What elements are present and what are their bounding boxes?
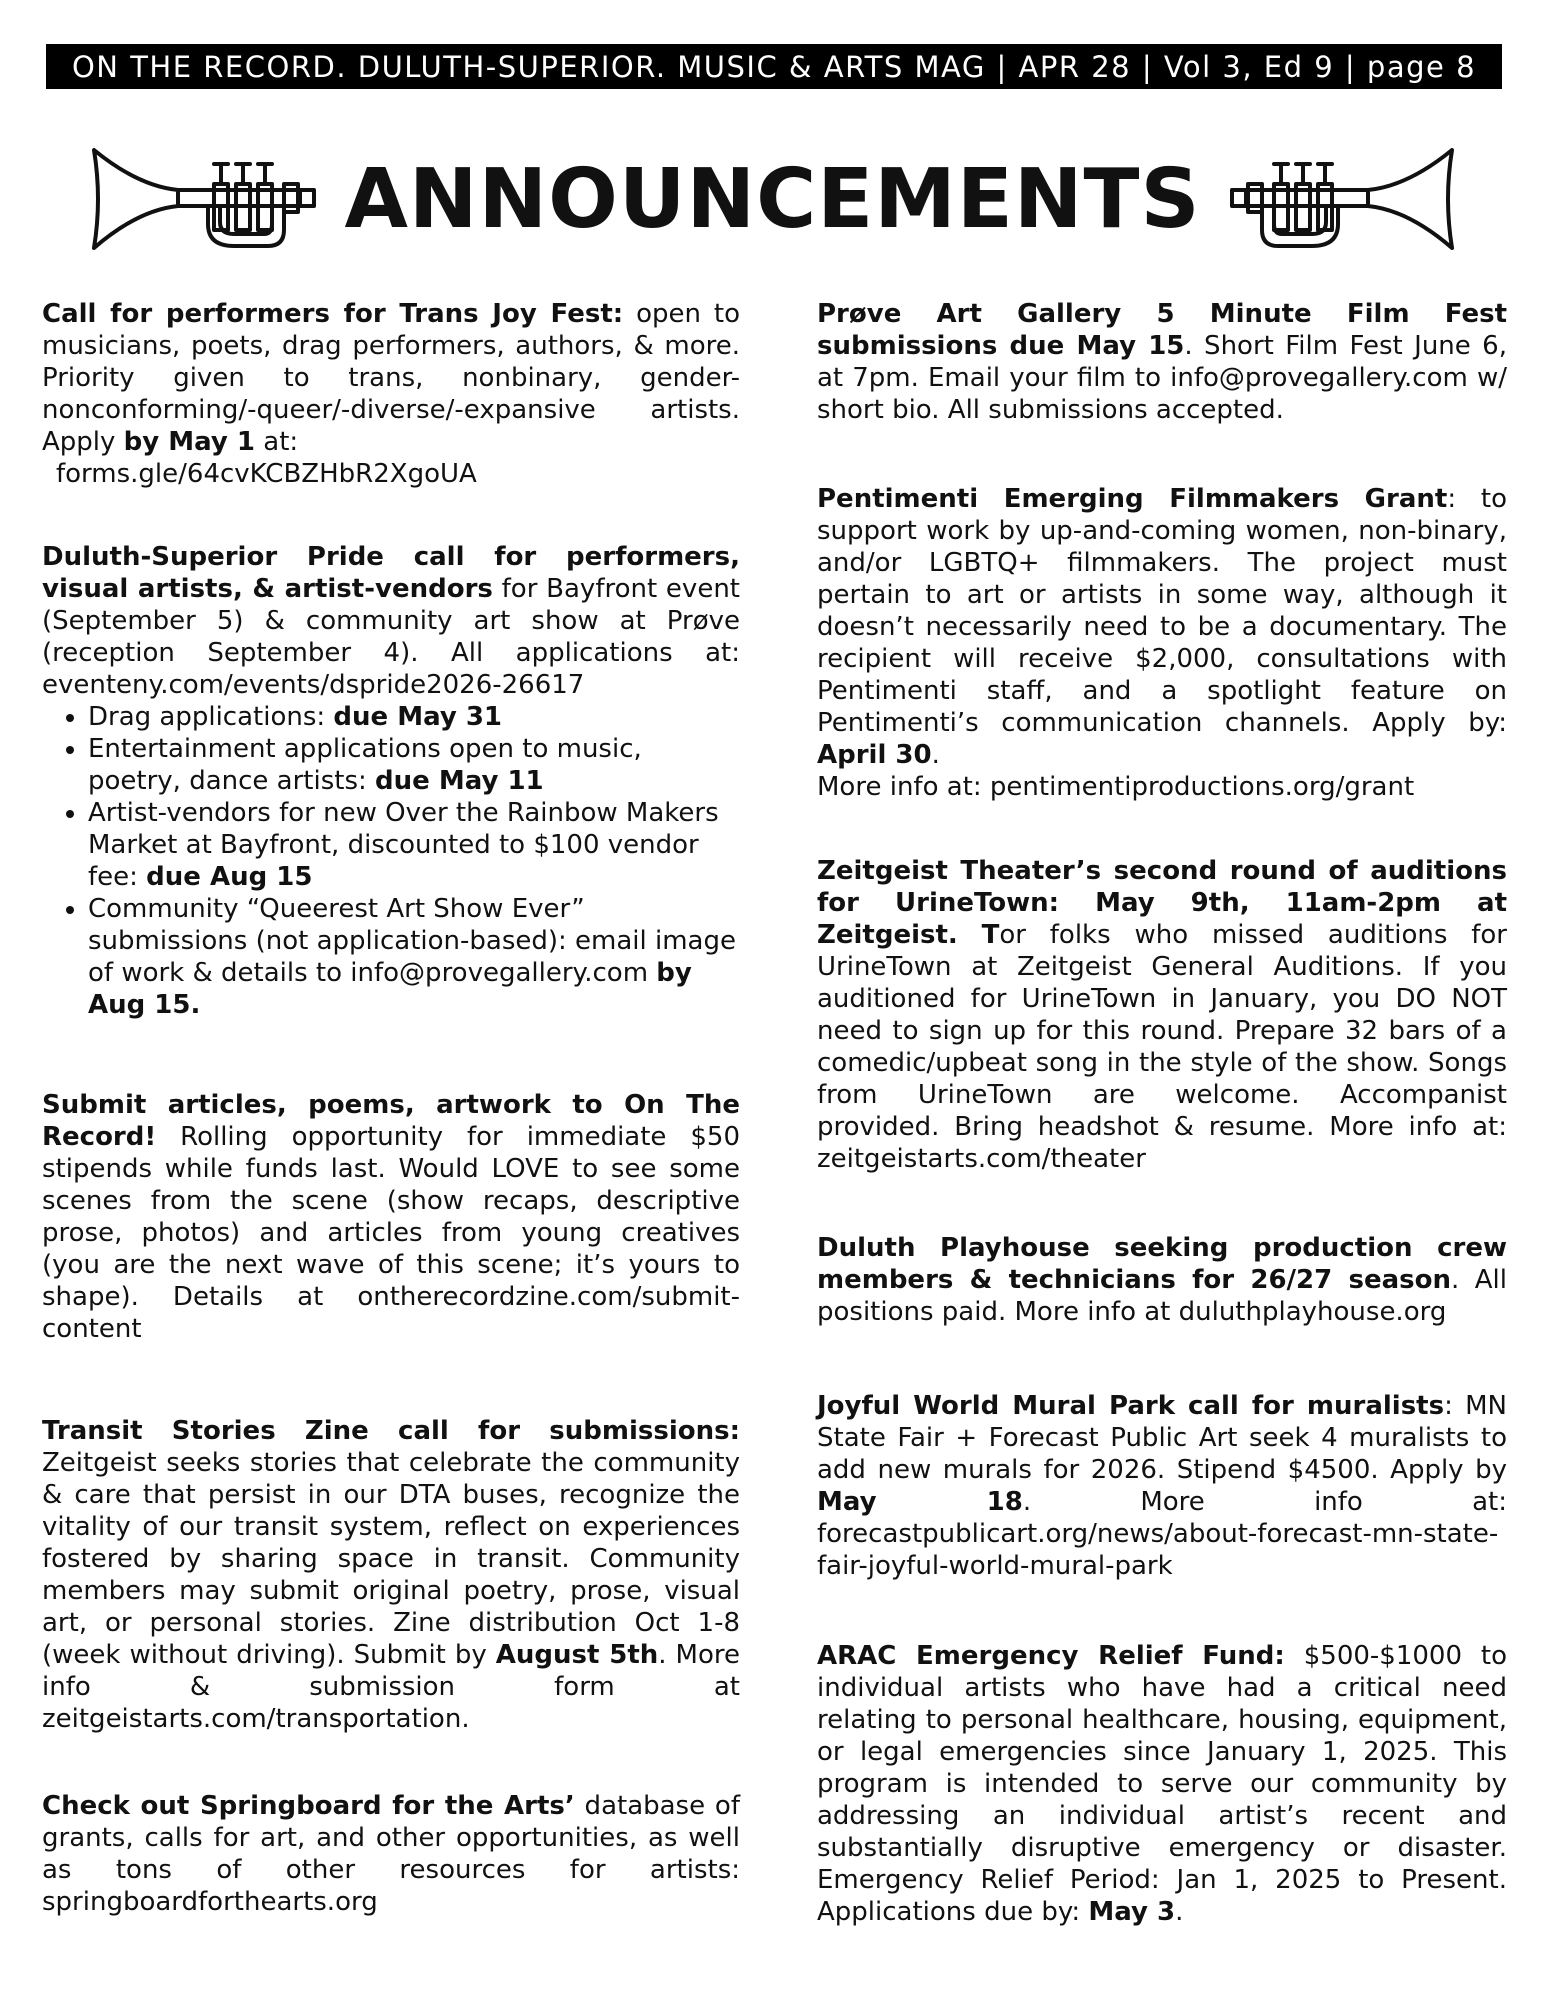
announcement-trans-joy-fest <box>42 298 740 490</box>
announcement-body: . All positions paid. More info at duluthplayhouse.org <box>817 1265 1507 1327</box>
list-item <box>88 733 740 797</box>
announcement-heading: Zeitgeist Theater’s second round of auditions for UrineTown: May 9th, 11am-2pm at Zeitgeist. <box>817 856 1507 950</box>
announcement-body: database of grants, calls for art, and other opportunities, as well as tons of other resources for artists: springboardforthearts.org <box>42 1791 740 1917</box>
announcement-pride <box>42 541 740 1021</box>
announcement-body: at: <box>255 427 299 457</box>
announcement-heading: Prøve Art Gallery 5 Minute Film Fest submissions due May 15 <box>817 299 1507 361</box>
deadline: by May 1 <box>123 427 255 457</box>
deadline: due Aug 15 <box>146 862 313 892</box>
announcement-duluth-playhouse <box>817 1232 1507 1328</box>
list-item-text: Artist-vendors for new Over the Rainbow Makers Market at Bayfront, discounted to $100 vendor fee: <box>88 798 719 892</box>
announcement-transit-stories <box>42 1415 740 1735</box>
announcement-heading: Transit Stories Zine call for submissions: <box>42 1416 740 1446</box>
announcement-springboard <box>42 1790 740 1918</box>
list-item <box>88 701 740 733</box>
deadline: due May 31 <box>333 702 503 732</box>
announcement-submit-content <box>42 1089 740 1345</box>
announcement-body: for Bayfront event (September 5) & community art show at Prøve (reception September 4). All applications at: eventeny.com/events/dspride2026-26617 <box>42 574 740 700</box>
list-item-text: Drag applications: <box>88 702 334 732</box>
masthead-bar <box>46 44 1502 89</box>
announcement-body: . <box>1175 1897 1184 1927</box>
announcement-arac-relief <box>817 1640 1507 1928</box>
announcement-body: $500-$1000 to individual artists who have had a critical need relating to personal healthcare, housing, equipment, or legal emergencies since January 1, 2025. This program is intended to serve our community by addressing an individual artist’s recent and substantially disruptive emergency or disaster. Emergency Relief Period: Jan 1, 2025 to Present. Applications due by: <box>817 1641 1508 1927</box>
announcement-body: Rolling opportunity for immediate $50 stipends while funds last. Would LOVE to see some scenes from the scene (show recaps, descriptive prose, photos) and articles from young creatives (you are the next wave of this scene; it’s yours to shape). Details at ontherecordzine.com/submit-content <box>42 1122 740 1344</box>
announcement-body: or folks who missed auditions for UrineTown at Zeitgeist General Auditions. If you auditioned for UrineTown in January, you DO NOT need to sign up for this round. Prepare 32 bars of a comedic/upbeat song in the style of the show. Songs from UrineTown are welcome. Accompanist provided. Bring headshot & resume. More info at: zeitgeistarts.com/theater <box>817 920 1507 1174</box>
announcement-pentimenti-grant <box>817 483 1507 803</box>
list-item <box>88 893 740 1021</box>
list-item-text: Entertainment applications open to music, poetry, dance artists: <box>88 734 642 796</box>
page-title: ANNOUNCEMENTS <box>344 152 1201 247</box>
deadline: August 5th <box>495 1640 659 1670</box>
deadline: May 3 <box>1088 1897 1176 1927</box>
drop-letter: T <box>981 920 1000 950</box>
announcement-body: open to musicians, poets, drag performers, authors, & more. Priority given to trans, nonbinary, gender-nonconforming/-queer/-diverse/-expansive artists. Apply <box>42 299 740 457</box>
link-text[interactable]: forms.gle/64cvKCBZHbR2XgoUA <box>56 459 477 489</box>
announcement-heading: Pentimenti Emerging Filmmakers Grant <box>817 484 1448 514</box>
announcement-heading: Submit articles, poems, artwork to On The Record! <box>42 1090 740 1152</box>
announcement-body: Zeitgeist seeks stories that celebrate the community & care that persist in our DTA buses, recognize the vitality of our transit system, reflect on experiences fostered by sharing space in transit. Community members may submit original poetry, prose, visual art, or personal stories. Zine distribution Oct 1-8 (week without driving). Submit by <box>42 1448 740 1670</box>
announcement-heading: Call for performers for Trans Joy Fest: <box>42 299 624 329</box>
announcement-body: . More info & submission form at zeitgeistarts.com/transportation. <box>42 1640 740 1734</box>
announcement-heading: Check out Springboard for the Arts’ <box>42 1791 575 1821</box>
announcement-body: : MN State Fair + Forecast Public Art seek 4 muralists to add new murals for 2026. Stipend $4500. Apply by <box>817 1391 1507 1485</box>
announcement-body: . More info at: forecastpublicart.org/news/about-forecast-mn-state-fair-joyful-world-mural-park <box>817 1487 1507 1581</box>
announcement-heading: Duluth Playhouse seeking production crew members & technicians for 26/27 season <box>817 1233 1507 1295</box>
deadline: April 30 <box>817 740 932 770</box>
deadline: May 18 <box>817 1487 1023 1517</box>
announcement-heading: ARAC Emergency Relief Fund: <box>817 1641 1285 1671</box>
list-item <box>88 797 740 893</box>
trumpet-icon <box>1228 140 1458 258</box>
announcement-zeitgeist-auditions <box>817 855 1507 1175</box>
deadline: by Aug 15. <box>88 958 692 1020</box>
list-item-text: Community “Queerest Art Show Ever” submissions (not application-based): email image of work & details to info@provegallery.com <box>88 894 736 988</box>
announcement-body: . <box>931 740 940 770</box>
announcement-heading: Duluth-Superior Pride call for performers, visual artists, & artist-vendors <box>42 542 740 604</box>
announcement-heading: Joyful World Mural Park call for muralists <box>817 1391 1445 1421</box>
announcement-mural-park <box>817 1390 1507 1582</box>
deadline: due May 11 <box>375 766 544 796</box>
more-info: More info at: pentimentiproductions.org/grant <box>817 772 1415 802</box>
announcement-body: . Short Film Fest June 6, at 7pm. Email your film to info@provegallery.com w/ short bio. All submissions accepted. <box>817 331 1507 425</box>
trumpet-icon <box>88 140 318 258</box>
masthead-text: ON THE RECORD. DULUTH-SUPERIOR. MUSIC & ARTS MAG | APR 28 | Vol 3, Ed 9 | page 8 <box>71 49 1477 84</box>
announcement-prove-film-fest <box>817 298 1507 426</box>
announcement-body: : to support work by up-and-coming women, non-binary, and/or LGBTQ+ filmmakers. The project must pertain to art or artists in some way, although it doesn’t necessarily need to be a documentary. The recipient will receive $2,000, consultations with Pentimenti staff, and a spotlight feature on Pentimenti’s communication channels. Apply by: <box>817 484 1507 738</box>
bullet-list <box>42 701 740 1021</box>
